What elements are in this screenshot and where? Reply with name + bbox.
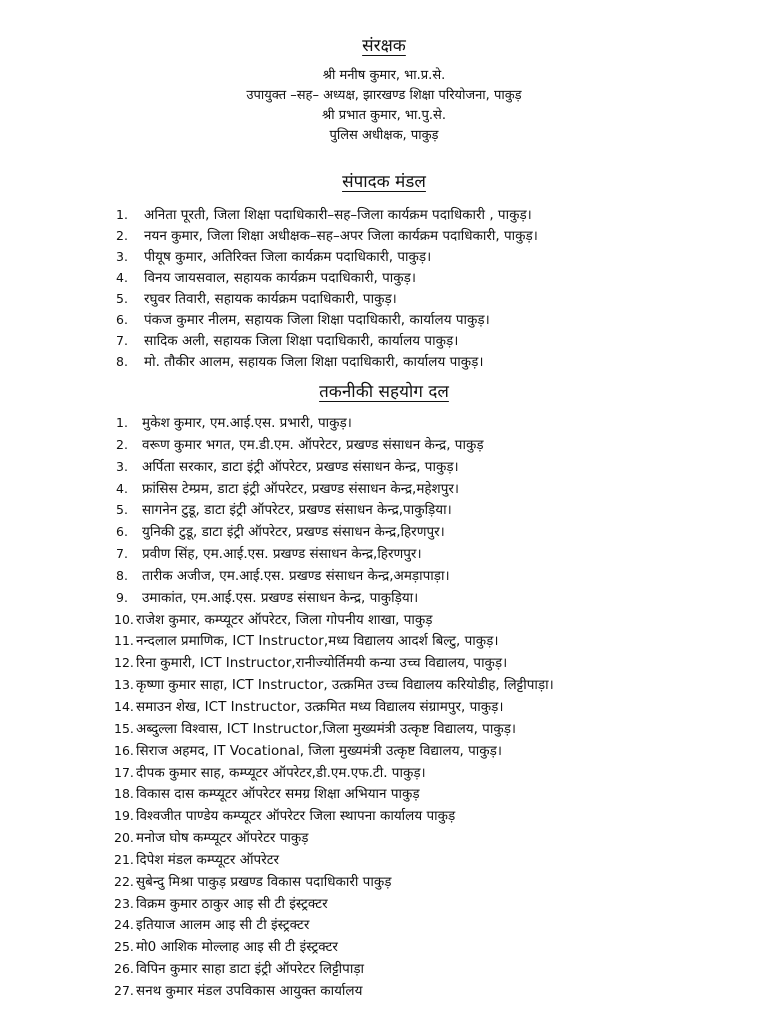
patron-line: उपायुक्त –सह– अध्यक्ष, झारखण्ड शिक्षा परियोजना, पाकुड़: [246, 88, 522, 103]
item-text: मनोज घोष कम्प्यूटर ऑपरेटर पाकुड़: [136, 830, 309, 847]
item-text: दिपेश मंडल कम्प्यूटर ऑपरेटर: [136, 851, 280, 868]
item-number: 19.: [114, 808, 134, 824]
item-number: 8.: [116, 354, 128, 369]
patron-line: श्री प्रभात कुमार, भा.पु.से.: [322, 108, 446, 123]
item-text: अनिता पूरती, जिला शिक्षा पदाधिकारी–सह–जिला कार्यक्रम पदाधिकारी , पाकुड़।: [144, 207, 532, 223]
item-text: समाउन शेख, ICT Instructor, उत्क्रमित मध्य विद्यालय संग्रामपुर, पाकुड़।: [136, 698, 504, 715]
list-item: [116, 499, 556, 521]
item-number: 5.: [116, 291, 128, 306]
patron-block: [0, 66, 768, 146]
item-number: 14.: [114, 698, 134, 714]
item-number: 4.: [116, 270, 128, 285]
item-text: फ्रांसिस टेम्प्रम, डाटा इंट्री ऑपरेटर, प्रखण्ड संसाधन केन्द्र,महेशपुर।: [142, 480, 460, 497]
item-number: 1.: [116, 207, 128, 222]
list-item: [116, 225, 538, 246]
list-item: [116, 587, 556, 609]
item-number: 6.: [116, 524, 128, 540]
item-number: 7.: [116, 546, 128, 562]
item-text: नन्दलाल प्रमाणिक, ICT Instructor,मध्य विद्यालय आदर्श बिल्टु, पाकुड़।: [136, 633, 499, 650]
item-number: 23.: [114, 895, 134, 911]
list-item: [114, 609, 554, 631]
item-text: विपिन कुमार साहा डाटा इंट्री ऑपरेटर लिट्टीपाड़ा: [136, 961, 365, 978]
item-text: दीपक कुमार साह, कम्प्यूटर ऑपरेटर,डी.एम.एफ.टी. पाकुड़।: [136, 764, 426, 781]
item-text: मो0 आशिक मोल्लाह आइ सी टी इंस्ट्रक्टर: [136, 939, 338, 956]
editorial-heading: संपादक मंडल: [342, 172, 426, 192]
list-item: [116, 456, 556, 478]
item-number: 15.: [114, 720, 134, 736]
item-text: प्रवीण सिंह, एम.आई.एस. प्रखण्ड संसाधन केन्द्र,हिरणपुर।: [142, 546, 422, 563]
item-number: 10.: [114, 611, 134, 627]
list-item: [116, 288, 538, 309]
item-text: नयन कुमार, जिला शिक्षा अधीक्षक–सह–अपर जिला कार्यक्रम पदाधिकारी, पाकुड़।: [144, 228, 538, 244]
list-item: [114, 805, 554, 827]
item-number: 9.: [116, 589, 128, 605]
item-text: वरूण कुमार भगत, एम.डी.एम. ऑपरेटर, प्रखण्ड संसाधन केन्द्र, पाकुड़: [142, 436, 484, 453]
list-item: [116, 543, 556, 565]
list-item: [116, 267, 538, 288]
list-item: [116, 330, 538, 351]
list-item: [114, 740, 554, 762]
list-item: [114, 630, 554, 652]
item-number: 12.: [114, 655, 134, 671]
item-text: पंकज कुमार नीलम, सहायक जिला शिक्षा पदाधिकारी, कार्यालय पाकुड़।: [144, 312, 490, 328]
item-number: 6.: [116, 312, 128, 327]
item-text: रघुवर तिवारी, सहायक कार्यक्रम पदाधिकारी, पाकुड़।: [144, 291, 397, 307]
item-text: मो. तौकीर आलम, सहायक जिला शिक्षा पदाधिकारी, कार्यालय पाकुड़।: [144, 354, 484, 370]
item-text: तारीक अजीज, एम.आई.एस. प्रखण्ड संसाधन केन्द्र,अमड़ापाड़ा।: [142, 567, 450, 584]
editorial-list: [116, 204, 538, 372]
list-item: [114, 936, 554, 958]
item-number: 7.: [116, 333, 128, 348]
item-number: 25.: [114, 939, 134, 955]
list-item: [114, 893, 554, 915]
list-item: [114, 783, 554, 805]
item-text: अब्दुल्ला विश्वास, ICT Instructor,जिला मुख्यमंत्री उत्कृष्ट विद्यालय, पाकुड़।: [136, 720, 517, 737]
list-item: [114, 980, 554, 1002]
technical-team-list: [116, 412, 556, 1002]
list-item: [116, 412, 556, 434]
list-item: [114, 958, 554, 980]
item-text: रिना कुमारी, ICT Instructor,रानीज्योर्तिमयी कन्या उच्च विद्यालय, पाकुड़।: [136, 655, 508, 672]
item-number: 4.: [116, 480, 128, 496]
item-text: सिराज अहमद, IT Vocational, जिला मुख्यमंत्री उत्कृष्ट विद्यालय, पाकुड़।: [136, 742, 502, 759]
item-number: 24.: [114, 917, 134, 933]
list-item: [114, 652, 554, 674]
item-number: 20.: [114, 830, 134, 846]
item-number: 11.: [114, 633, 134, 649]
item-number: 1.: [116, 415, 128, 430]
item-text: युनिकी टुडू, डाटा इंट्री ऑपरेटर, प्रखण्ड संसाधन केन्द्र,हिरणपुर।: [142, 524, 445, 541]
item-text: विश्वजीत पाण्डेय कम्प्यूटर ऑपरेटर जिला स्थापना कार्यालय पाकुड़: [136, 808, 456, 825]
list-item: [114, 674, 554, 696]
item-number: 2.: [116, 436, 128, 452]
list-item: [114, 914, 554, 936]
item-number: 5.: [116, 502, 128, 518]
item-text: उमाकांत, एम.आई.एस. प्रखण्ड संसाधन केन्द्र, पाकुड़िया।: [142, 589, 419, 606]
list-item: [116, 309, 538, 330]
item-number: 13.: [114, 677, 134, 693]
list-item: [114, 696, 554, 718]
item-number: 3.: [116, 249, 128, 264]
list-item: [114, 718, 554, 740]
list-item: [116, 246, 538, 267]
list-item: [116, 204, 538, 225]
item-number: 18.: [114, 786, 134, 802]
patron-heading: संरक्षक: [362, 36, 406, 56]
list-item: [114, 762, 554, 784]
item-text: सुबेन्दु मिश्रा पाकुड़ प्रखण्ड विकास पदाधिकारी पाकुड़: [136, 873, 392, 890]
item-number: 26.: [114, 961, 134, 977]
item-text: राजेश कुमार, कम्प्यूटर ऑपरेटर, जिला गोपनीय शाखा, पाकुड़: [136, 611, 433, 628]
item-number: 27.: [114, 982, 134, 998]
item-number: 8.: [116, 567, 128, 583]
list-item: [116, 434, 556, 456]
list-item: [114, 849, 554, 871]
list-item: [114, 871, 554, 893]
list-item: [116, 351, 538, 372]
item-text: सागनेन टुडू, डाटा इंट्री ऑपरेटर, प्रखण्ड संसाधन केन्द्र,पाकुड़िया।: [142, 502, 452, 519]
item-text: अर्पिता सरकार, डाटा इंट्री ऑपरेटर, प्रखण्ड संसाधन केन्द्र, पाकुड़।: [142, 458, 459, 475]
item-text: इतियाज आलम आइ सी टी इंस्ट्रक्टर: [136, 917, 310, 934]
item-number: 17.: [114, 764, 134, 780]
item-text: विक्रम कुमार ठाकुर आइ सी टी इंस्ट्रक्टर: [136, 895, 328, 912]
list-item: [116, 478, 556, 500]
item-text: सादिक अली, सहायक जिला शिक्षा पदाधिकारी, कार्यालय पाकुड़।: [144, 333, 459, 349]
item-text: विकास दास कम्प्यूटर ऑपरेटर समग्र शिक्षा अभियान पाकुड़: [136, 786, 420, 803]
list-item: [114, 827, 554, 849]
item-text: मुकेश कुमार, एम.आई.एस. प्रभारी, पाकुड़।: [142, 415, 352, 431]
item-text: कृष्णा कुमार साहा, ICT Instructor, उत्क्रमित उच्च विद्यालय करियोडीह, लिट्टीपाड़ा।: [136, 677, 554, 694]
item-number: 2.: [116, 228, 128, 243]
patron-line: श्री मनीष कुमार, भा.प्र.से.: [322, 68, 446, 83]
item-number: 21.: [114, 851, 134, 867]
technical-heading: तकनीकी सहयोग दल: [319, 382, 449, 402]
patron-line: पुलिस अधीक्षक, पाकुड़: [329, 128, 439, 143]
item-text: पीयूष कुमार, अतिरिक्त जिला कार्यक्रम पदाधिकारी, पाकुड़।: [144, 249, 432, 265]
item-number: 3.: [116, 458, 128, 474]
list-item: [116, 521, 556, 543]
item-text: विनय जायसवाल, सहायक कार्यक्रम पदाधिकारी, पाकुड़।: [144, 270, 416, 286]
item-text: सनथ कुमार मंडल उपविकास आयुक्त कार्यालय: [136, 982, 363, 999]
item-number: 22.: [114, 873, 134, 889]
item-number: 16.: [114, 742, 134, 758]
list-item: [116, 565, 556, 587]
